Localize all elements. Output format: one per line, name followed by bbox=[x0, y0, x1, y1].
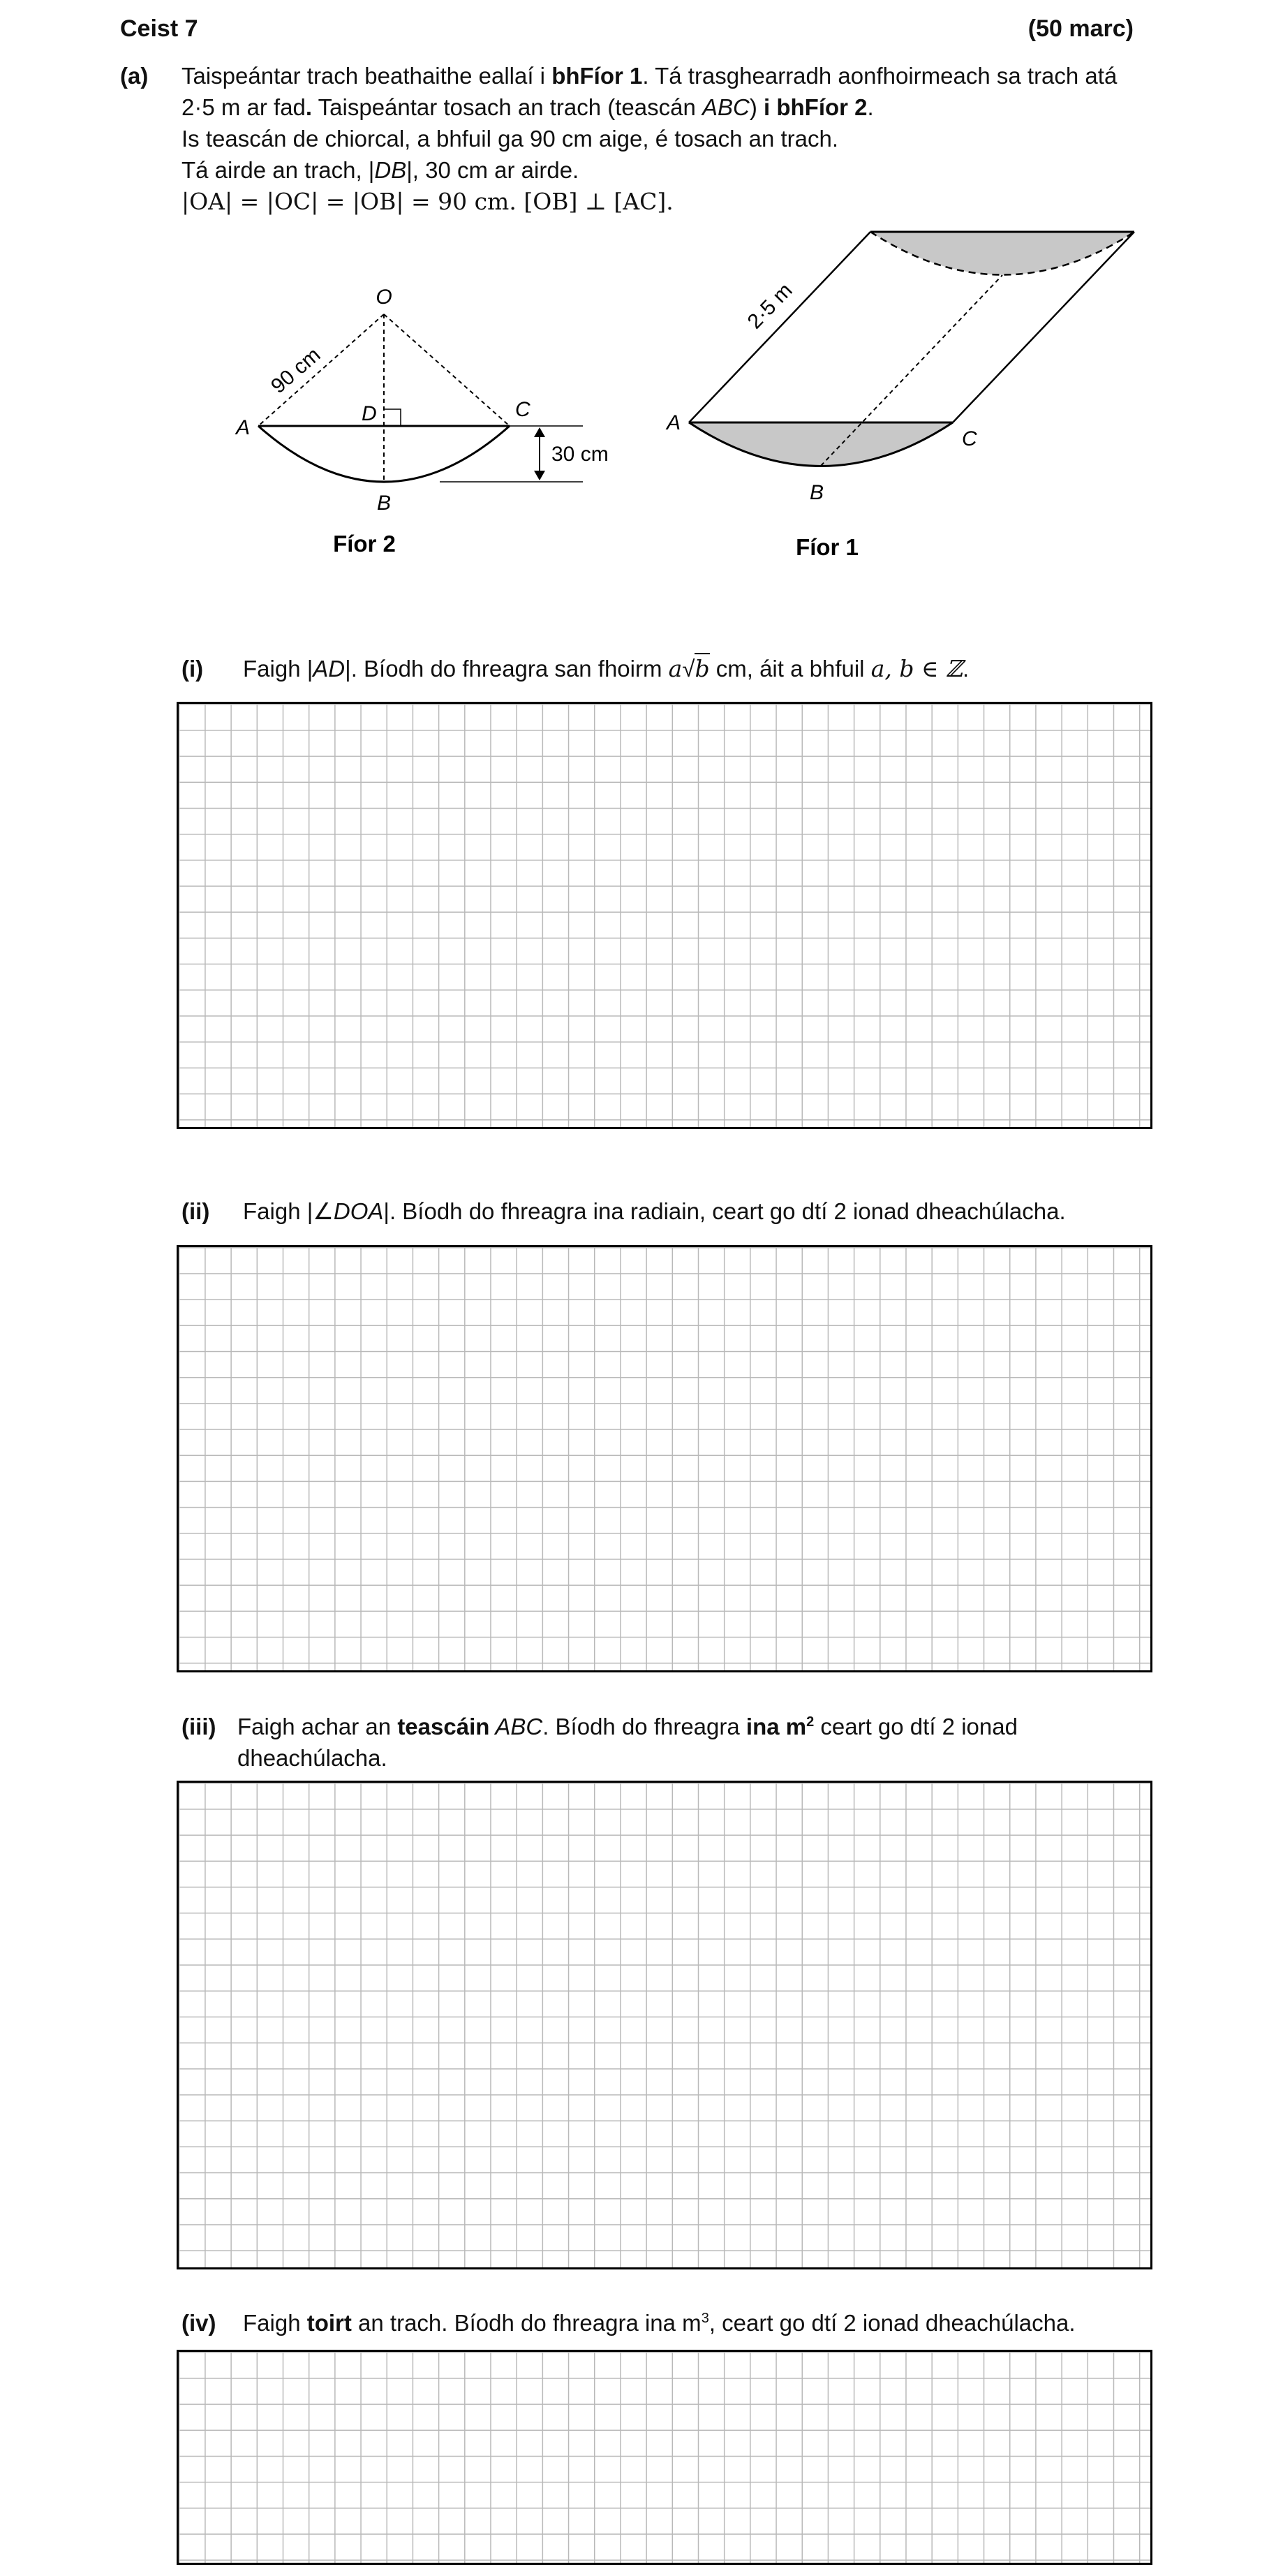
part-a-line1: Taispeántar trach beathaithe eallaí i bhFíor 1. Tá trasghearradh aonfhoirmeach sa trach atá bbox=[181, 63, 1118, 89]
fig1-caption: Fíor 1 bbox=[796, 534, 859, 560]
fig2-height-label: 30 cm bbox=[551, 443, 609, 466]
fig1-edge-a bbox=[689, 232, 870, 422]
part-i-prompt: (i) Faigh |AD|. Bíodh do fhreagra san fhoirm a√b cm, áit a bhfuil a, b ∈ ℤ. bbox=[181, 653, 969, 684]
answer-grid-ii[interactable] bbox=[177, 1245, 1152, 1672]
part-iii-prompt: (iii) Faigh achar an teascáin ABC. Bíodh do fhreagra ina $m^2$ ceart go dtí 2 ionad dheachúlacha. bbox=[181, 1707, 1018, 1774]
part-a-line5: |OA| = |OC| = |OB| = 90 cm. [OB] ⊥ [AC]. bbox=[181, 188, 674, 215]
fig1-label-c: C bbox=[962, 427, 977, 450]
part-ii-prompt: (ii) Faigh |∠DOA|. Bíodh do fhreagra ina radiain, ceart go dtí 2 ionad dheachúlacha. bbox=[181, 1195, 1066, 1227]
fig2-label-d: D bbox=[362, 402, 377, 425]
fig2-dim-arrow-up bbox=[534, 427, 545, 437]
part-iv-prompt: (iv) Faigh toirt an trach. Bíodh do fhreagra ina $m^3$, ceart go dtí 2 ionad dheachúlacha. bbox=[181, 2303, 1076, 2339]
answer-grid-iii[interactable] bbox=[177, 1781, 1152, 2269]
fig1-label-b: B bbox=[810, 481, 824, 504]
part-a-line2: 2·5 m ar fad. Taispeántar tosach an trach (teascán ABC) i bhFíor 2. bbox=[181, 94, 874, 120]
figure-2 bbox=[209, 272, 642, 573]
part-iv-label: (iv) bbox=[181, 2310, 216, 2336]
part-a-label: (a) bbox=[120, 63, 149, 89]
question-title: Ceist 7 bbox=[120, 15, 198, 42]
part-a-line3: Is teascán de chiorcal, a bhfuil ga 90 cm aige, é tosach an trach. bbox=[181, 126, 839, 152]
figure-1 bbox=[667, 216, 1159, 573]
fig2-radius-oc bbox=[384, 314, 510, 426]
fig1-length-label: 2·5 m bbox=[743, 279, 797, 334]
fig2-right-angle-mark bbox=[384, 409, 401, 426]
fig2-label-c: C bbox=[515, 398, 530, 421]
sqrt-symbol: √b bbox=[682, 653, 709, 684]
fig2-label-o: O bbox=[376, 286, 392, 309]
question-marks: (50 marc) bbox=[1027, 15, 1134, 42]
fig1-label-a: A bbox=[667, 411, 681, 434]
part-iii-label: (iii) bbox=[181, 1714, 216, 1739]
part-a-line4: Tá airde an trach, |DB|, 30 cm ar airde. bbox=[181, 157, 579, 183]
fig2-radius-label: 90 cm bbox=[267, 343, 325, 399]
fig1-back-face bbox=[870, 232, 1134, 275]
answer-grid-i[interactable] bbox=[177, 702, 1152, 1129]
fig2-label-b: B bbox=[377, 492, 392, 515]
answer-grid-iv[interactable] bbox=[177, 2350, 1152, 2565]
part-i-label: (i) bbox=[181, 656, 204, 682]
fig2-dim-arrow-down bbox=[534, 471, 545, 480]
part-ii-label: (ii) bbox=[181, 1198, 210, 1224]
fig2-label-a: A bbox=[236, 416, 251, 439]
part-a-text bbox=[181, 60, 1159, 217]
fig2-caption: Fíor 2 bbox=[333, 531, 396, 557]
